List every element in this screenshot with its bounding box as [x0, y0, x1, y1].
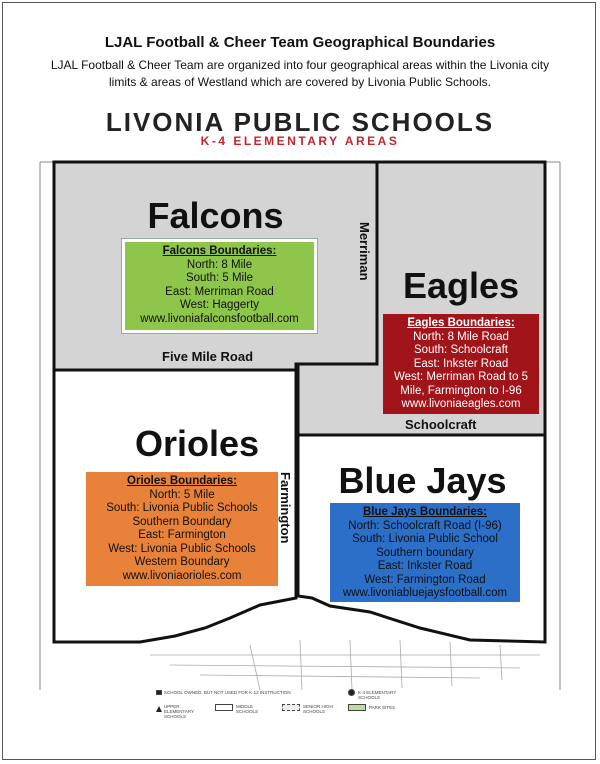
legend-item: K-4 ELEMENTARY SCHOOLS	[358, 690, 397, 700]
bluejays-boundaries-box	[330, 503, 520, 602]
bluejays-region-name: Blue Jays	[338, 460, 507, 501]
legend-item: SCHOOL OWNED, BUT NOT USED FOR K-12 INSTRUCTION	[164, 690, 291, 695]
orioles-box-line: East: Farmington	[138, 529, 226, 541]
orioles-box-heading: Orioles Boundaries:	[127, 475, 237, 487]
bluejays-website-link[interactable]: www.livoniabluejaysfootball.com	[342, 587, 508, 599]
bluejays-box-line: West: Farmington Road	[364, 573, 486, 586]
legend-item: UPPER ELEMENTARY SCHOOLS	[164, 704, 195, 719]
middle-school-swatch	[215, 704, 233, 711]
bluejays-box-line: Southern boundary	[376, 546, 474, 559]
street-texture	[150, 640, 540, 690]
falcons-boundaries-box	[122, 239, 317, 333]
eagles-box-heading: Eagles Boundaries:	[407, 317, 515, 329]
falcons-region-name: Falcons	[147, 195, 284, 236]
bluejays-box-line: East: Inkster Road	[377, 560, 473, 572]
map-title: LIVONIA PUBLIC SCHOOLS	[105, 107, 495, 137]
upper-elementary-swatch	[156, 706, 162, 712]
legend-item: MIDDLE SCHOOLS	[236, 704, 259, 714]
senior-high-swatch	[282, 704, 300, 711]
orioles-region-name: Orioles	[134, 423, 260, 464]
eagles-box-line: West: Merriman Road to 5	[393, 371, 528, 383]
intro-text: LJAL Football & Cheer Team are organized into four geographical areas within the Livonia city limits & areas of Westland which are covered by Livonia Public Schools.	[50, 58, 550, 89]
orioles-boundaries-box	[86, 472, 278, 586]
orioles-box-line: Southern Boundary	[132, 515, 232, 528]
park-sites-swatch	[348, 704, 366, 711]
k4-school-swatch	[348, 689, 355, 696]
eagles-box-line: North: 8 Mile Road	[413, 330, 509, 343]
falcons-box-line: North: 8 Mile	[186, 258, 253, 271]
merriman-road-label: Merriman	[357, 222, 372, 281]
bluejays-box-line: North: Schoolcraft Road (I-96)	[348, 519, 502, 532]
schoolcraft-road-label: Schoolcraft	[405, 417, 477, 432]
orioles-box-line: West: Livonia Public Schools	[108, 542, 256, 555]
eagles-boundaries-box	[383, 314, 539, 414]
legend-item: PARK SITES	[369, 705, 396, 710]
eagles-region-name: Eagles	[402, 265, 520, 306]
orioles-box-line: South: Livonia Public Schools	[106, 502, 258, 514]
orioles-box-line: North: 5 Mile	[149, 488, 215, 501]
bluejays-box-line: South: Livonia Public School	[352, 533, 498, 545]
five-mile-road-label: Five Mile Road	[162, 349, 254, 364]
eagles-box-line: South: Schoolcraft	[414, 344, 508, 356]
eagles-box-line: East: Inkster Road	[413, 357, 509, 370]
bluejays-box-heading: Blue Jays Boundaries:	[363, 506, 487, 518]
legend-item: SENIOR HIGH SCHOOLS	[303, 704, 333, 714]
farmington-road-label: Farmington	[278, 472, 293, 544]
eagles-box-line: Mile, Farmington to I-96	[400, 384, 522, 397]
orioles-box-line: Western Boundary	[134, 556, 230, 568]
falcons-box-line: East: Merriman Road	[165, 285, 274, 298]
map-subtitle: K-4 ELEMENTARY AREAS	[200, 134, 400, 148]
falcons-website-link[interactable]: www.livoniafalconsfootball.com	[140, 312, 299, 325]
eagles-website-link[interactable]: www.livoniaeagles.com	[401, 398, 521, 410]
orioles-website-link[interactable]: www.livoniaorioles.com	[122, 569, 242, 582]
page-title: LJAL Football & Cheer Team Geographical Boundaries	[104, 34, 496, 51]
falcons-box-line: South: 5 Mile	[185, 272, 254, 284]
falcons-box-line: West: Haggerty	[179, 299, 260, 311]
not-used-swatch	[156, 690, 162, 695]
falcons-box-heading: Falcons Boundaries:	[162, 245, 277, 257]
